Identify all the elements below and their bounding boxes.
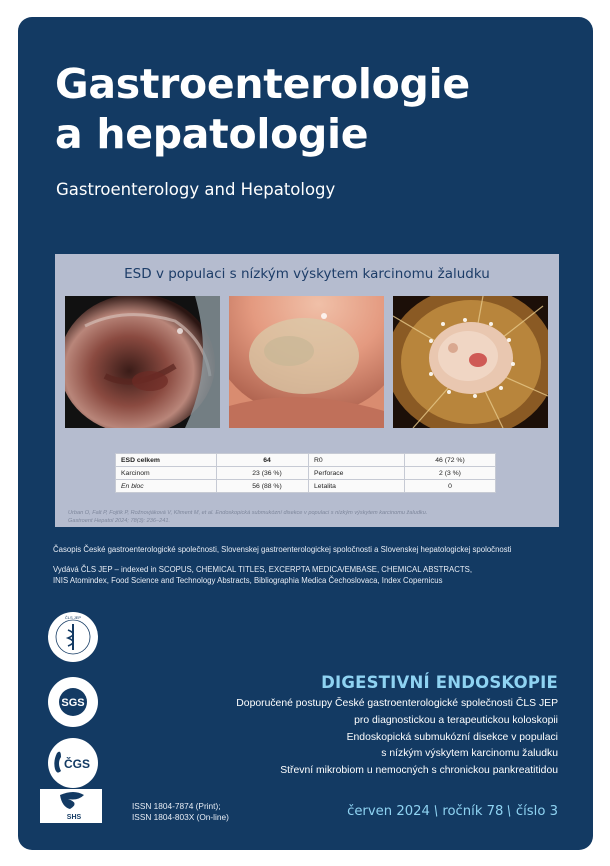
svg-text:ČLS JEP: ČLS JEP xyxy=(64,615,82,620)
society-line: Časopis České gastroenterologické společnosti, Slovenskej gastroenterologickej spoločnosti a Slovenskej hepatologickej spoločnosti xyxy=(53,545,512,554)
table-cell: Perforace xyxy=(309,467,405,480)
table-row xyxy=(309,454,496,467)
stats-table-right xyxy=(308,453,496,493)
table-cell: 23 (36 %) xyxy=(217,467,318,480)
issn-online: ISSN 1804-803X (On-line) xyxy=(132,812,229,822)
shs-logo xyxy=(40,789,102,823)
cgs-logo xyxy=(47,737,99,789)
indexing-line: Vydává ČLS JEP – indexed in SCOPUS, CHEMICAL TITLES, EXCERPTA MEDICA/EMBASE, CHEMICAL ABSTRACTS, xyxy=(53,565,472,574)
issn-info xyxy=(132,801,229,823)
table-cell: Letalita xyxy=(309,480,405,493)
svg-text:ČGS: ČGS xyxy=(63,757,91,771)
sgs-logo xyxy=(47,676,99,728)
table-row xyxy=(116,454,318,467)
table-cell: 0 xyxy=(405,480,496,493)
table-cell: R0 xyxy=(309,454,405,467)
journal-cover xyxy=(18,17,593,850)
endoscopy-photo-2 xyxy=(229,296,384,428)
svg-text:SHS: SHS xyxy=(66,814,82,821)
cls-jep-logo xyxy=(46,610,100,664)
journal-title-line1: Gastroenterologie xyxy=(55,60,470,108)
table-cell: 46 (72 %) xyxy=(405,454,496,467)
article-line: Střevní mikrobiom u nemocných s chronickou pankreatitidou xyxy=(280,765,558,777)
issue-month: červen 2024 xyxy=(347,804,430,819)
separator-slash-icon: / xyxy=(430,803,442,820)
table-row xyxy=(116,480,318,493)
issue-info xyxy=(347,804,558,819)
article-list xyxy=(236,696,558,780)
stats-table-left xyxy=(115,453,318,493)
issue-volume: ročník 78 xyxy=(442,804,504,819)
table-cell: 56 (88 %) xyxy=(217,480,318,493)
endoscopy-photo-3 xyxy=(393,296,548,428)
article-line: s nízkým výskytem karcinomu žaludku xyxy=(381,748,558,760)
indexing-info xyxy=(53,565,563,587)
endoscopy-photo-1 xyxy=(65,296,220,428)
separator-slash-icon: / xyxy=(504,803,515,820)
table-cell: 2 (3 %) xyxy=(405,467,496,480)
table-cell: 64 xyxy=(217,454,318,467)
feature-title: ESD v populaci s nízkým výskytem karcinomu žaludku xyxy=(124,266,490,282)
journal-title xyxy=(55,59,470,159)
table-cell: ESD celkem xyxy=(116,454,217,467)
article-line: Endoskopická submukózní disekce v populaci xyxy=(346,731,558,743)
issue-number: číslo 3 xyxy=(515,804,558,819)
journal-subtitle: Gastroenterology and Hepatology xyxy=(56,180,336,199)
section-heading: DIGESTIVNÍ ENDOSKOPIE xyxy=(321,673,558,692)
article-line: Doporučené postupy České gastroenterologické společnosti ČLS JEP xyxy=(236,698,558,709)
reference-line: Urban O, Falt P, Fojtík P, Rožnovjáková V, Kliment M, et al. Endoskopická submukózní disekce v populaci s nízkým výskytem karcinomu žaludku. xyxy=(68,510,428,516)
article-line: pro diagnostickou a terapeutickou koloskopii xyxy=(354,714,558,726)
table-row xyxy=(116,467,318,480)
table-row xyxy=(309,467,496,480)
journal-title-line2: a hepatologie xyxy=(55,110,369,158)
feature-reference xyxy=(68,510,508,525)
indexing-line: INIS Atomindex, Food Science and Technology Abstracts, Bibliographia Medica Čechoslovaca, Index Copernicus xyxy=(53,575,443,585)
svg-text:SGS: SGS xyxy=(61,697,85,709)
feature-panel xyxy=(55,254,559,527)
table-cell: En bloc xyxy=(116,480,217,493)
table-cell: Karcinom xyxy=(116,467,217,480)
reference-line: Gastroent Hepatol 2024; 78(3): 236–241. xyxy=(68,517,171,524)
issn-print: ISSN 1804-7874 (Print); xyxy=(132,801,221,811)
table-row xyxy=(309,480,496,493)
